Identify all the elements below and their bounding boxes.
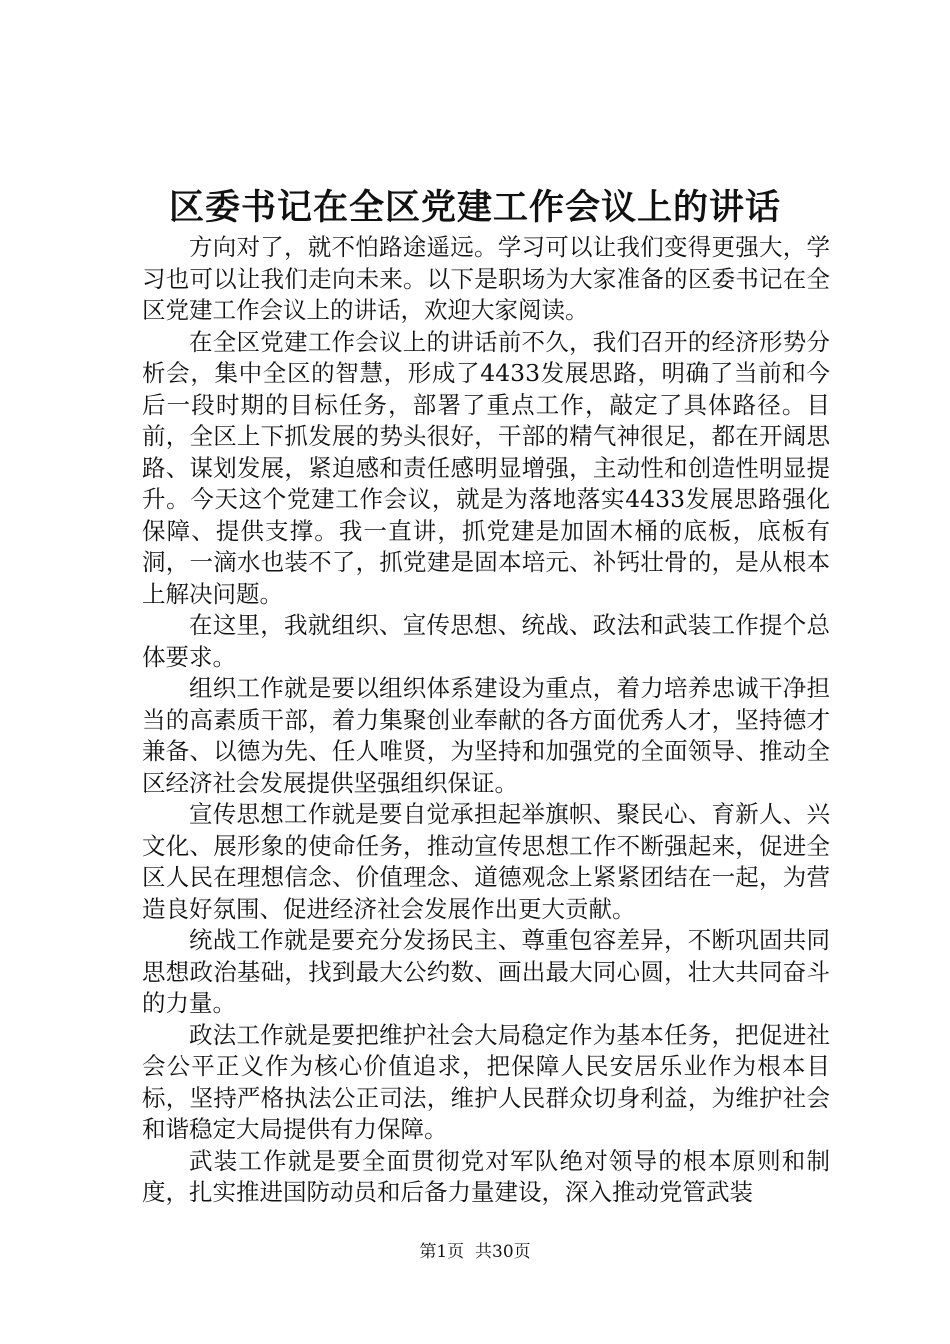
paragraph: 政法工作就是要把维护社会大局稳定作为基本任务，把促进社会公平正义作为核心价值追求，把保障人民安居乐业作为根本目标，坚持严格执法公正司法，维护人民群众切身利益，为维护社会和谐稳定大局提供有力保障。 [142, 1020, 830, 1143]
document-title: 区委书记在全区党建工作会议上的讲话 [168, 187, 781, 228]
paragraph: 在全区党建工作会议上的讲话前不久，我们召开的经济形势分析会，集中全区的智慧，形成了4433发展思路，明确了当前和今后一段时期的目标任务，部署了重点工作，敲定了具体路径。目前，全区上下抓发展的势头很好，干部的精气神很足，都在开阔思路、谋划发展，紧迫感和责任感明显增强，主动性和创造性明显提升。今天这个党建工作会议，就是为落地落实4433发展思路强化保障、提供支撑。我一直讲，抓党建是加固木桶的底板，底板有洞，一滴水也装不了，抓党建是固本培元、补钙壮骨的，是从根本上解决问题。 [142, 327, 830, 608]
paragraph: 统战工作就是要充分发扬民主、尊重包容差异，不断巩固共同思想政治基础，找到最大公约数、画出最大同心圆，壮大共同奋斗的力量。 [142, 926, 830, 1017]
paragraph: 方向对了，就不怕路途遥远。学习可以让我们变得更强大，学习也可以让我们走向未来。以下是职场为大家准备的区委书记在全区党建工作会议上的讲话，欢迎大家阅读。 [142, 233, 830, 324]
page-number-current: 第1页 [419, 1242, 465, 1262]
document-body [142, 232, 830, 1209]
paragraph: 武装工作就是要全面贯彻党对军队绝对领导的根本原则和制度，扎实推进国防动员和后备力量建设，深入推动党管武装 [142, 1146, 830, 1206]
page-number-total: 共30页 [475, 1242, 531, 1262]
footer-spacer [464, 1242, 475, 1262]
page-footer [0, 1240, 950, 1264]
paragraph: 在这里，我就组织、宣传思想、统战、政法和武装工作提个总体要求。 [142, 611, 830, 671]
paragraph: 宣传思想工作就是要自觉承担起举旗帜、聚民心、育新人、兴文化、展形象的使命任务，推动宣传思想工作不断强起来，促进全区人民在理想信念、价值理念、道德观念上紧紧团结在一起，为营造良好氛围、促进经济社会发展作出更大贡献。 [142, 800, 830, 923]
paragraph: 组织工作就是要以组织体系建设为重点，着力培养忠诚干净担当的高素质干部，着力集聚创业奉献的各方面优秀人才，坚持德才兼备、以德为先、任人唯贤，为坚持和加强党的全面领导、推动全区经济社会发展提供坚强组织保证。 [142, 674, 830, 797]
